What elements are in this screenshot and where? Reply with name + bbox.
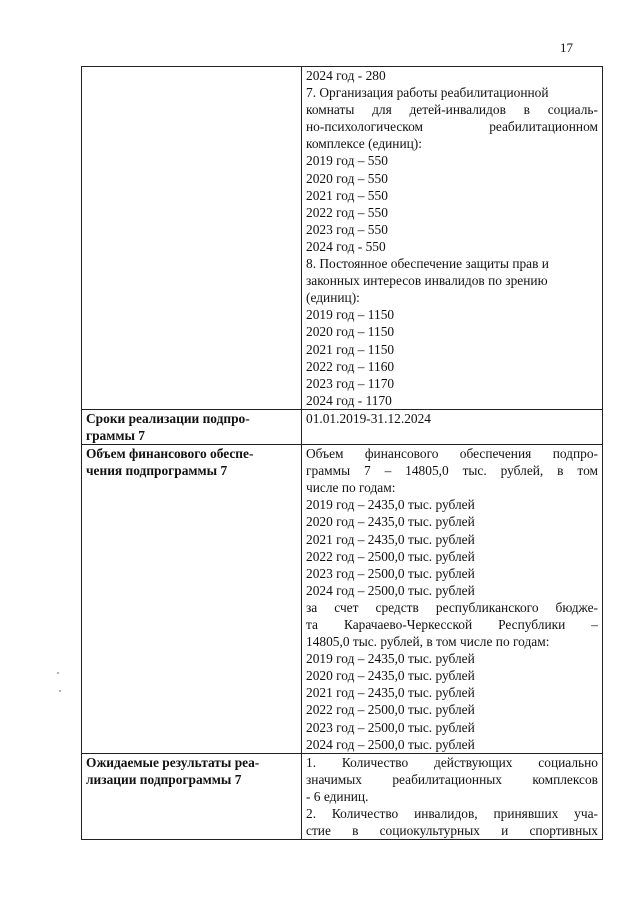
content-line: 2019 год – 2435,0 тыс. рублей: [306, 497, 475, 513]
content-line: 2021 год – 2435,0 тыс. рублей: [306, 531, 475, 547]
content-line: 2. Количество инвалидов, принявших уча-: [306, 806, 598, 822]
row-label-line: граммы 7: [86, 427, 145, 443]
content-line: 2019 год – 550: [306, 153, 388, 169]
content-line: 2021 год – 550: [306, 187, 388, 203]
content-line: 1. Количество действующих социально: [306, 754, 598, 770]
content-line: 7. Организация работы реабилитационной: [306, 85, 549, 101]
row-label-line: Объем финансового обеспе-: [86, 446, 254, 462]
content-line: комнаты для детей-инвалидов в социаль-: [306, 102, 598, 118]
content-line: (единиц):: [306, 290, 360, 306]
content-line: 2020 год – 550: [306, 170, 388, 186]
content-line: та Карачаево-Черкесской Республики –: [306, 617, 598, 632]
content-line: 2024 год – 2500,0 тыс. рублей: [306, 582, 475, 598]
content-line: 2019 год – 2435,0 тыс. рублей: [306, 651, 475, 667]
content-line: 8. Постоянное обеспечение защиты прав и: [306, 256, 549, 272]
content-line: граммы 7 – 14805,0 тыс. рублей, в том: [306, 463, 598, 479]
row-content-cell: [302, 753, 603, 839]
content-line: Объем финансового обеспечения подпро-: [306, 446, 598, 462]
content-line: 2020 год – 1150: [306, 324, 395, 340]
content-line: 2024 год - 550: [306, 238, 386, 254]
content-line: - 6 единиц.: [306, 788, 369, 804]
table-row: [82, 67, 603, 410]
row-label-cell: [82, 67, 302, 410]
content-line: числе по годам:: [306, 480, 396, 496]
content-line: 14805,0 тыс. рублей, в том числе по годам:: [306, 634, 550, 650]
row-label-cell: [82, 409, 302, 444]
row-label-line: лизации подпрограммы 7: [86, 771, 242, 787]
row-content-cell: [302, 409, 603, 444]
content-line: законных интересов инвалидов по зрению: [306, 273, 548, 289]
content-line: 2024 год – 2500,0 тыс. рублей: [306, 736, 475, 752]
content-line: стие в социокультурных и спортивных: [306, 823, 598, 839]
content-line: но-психологическом реабилитационном: [306, 119, 598, 135]
content-line: 2019 год – 1150: [306, 307, 395, 323]
content-line: 2023 год – 550: [306, 221, 388, 237]
content-line: 2023 год – 2500,0 тыс. рублей: [306, 565, 475, 581]
content-line: 2021 год – 2435,0 тыс. рублей: [306, 685, 475, 701]
content-line: за счет средств республиканского бюдже-: [306, 599, 598, 615]
content-line: 01.01.2019-31.12.2024: [306, 410, 431, 426]
passport-table: [81, 66, 603, 840]
content-line: 2022 год – 2500,0 тыс. рублей: [306, 702, 475, 718]
content-line: 2024 год - 280: [306, 68, 386, 83]
content-line: значимых реабилитационных комплексов: [306, 771, 598, 787]
row-content-cell: [302, 67, 603, 410]
row-label-cell: [82, 753, 302, 839]
table-row: [82, 445, 603, 754]
content-line: 2020 год – 2435,0 тыс. рублей: [306, 668, 475, 684]
scan-speck: [59, 690, 61, 692]
content-line: 2020 год – 2435,0 тыс. рублей: [306, 514, 475, 530]
passport-table-body: [82, 67, 603, 840]
row-content-cell: [302, 445, 603, 754]
row-label-line: Ожидаемые результаты реа-: [86, 754, 260, 770]
scan-speck: [57, 672, 59, 674]
content-line: 2022 год – 1160: [306, 358, 395, 374]
table-row: [82, 753, 603, 839]
content-line: 2022 год – 550: [306, 204, 388, 220]
content-line: 2023 год – 1170: [306, 375, 395, 391]
content-line: 2024 год - 1170: [306, 392, 392, 408]
row-label-line: чения подпрограммы 7: [86, 463, 228, 479]
content-line: комплексе (единиц):: [306, 136, 422, 152]
content-line: 2022 год – 2500,0 тыс. рублей: [306, 548, 475, 564]
page-number: 17: [560, 40, 573, 55]
content-line: 2023 год – 2500,0 тыс. рублей: [306, 719, 475, 735]
row-label-cell: [82, 445, 302, 754]
row-label-line: Сроки реализации подпро-: [86, 410, 250, 426]
table-row: [82, 409, 603, 444]
content-line: 2021 год – 1150: [306, 341, 395, 357]
